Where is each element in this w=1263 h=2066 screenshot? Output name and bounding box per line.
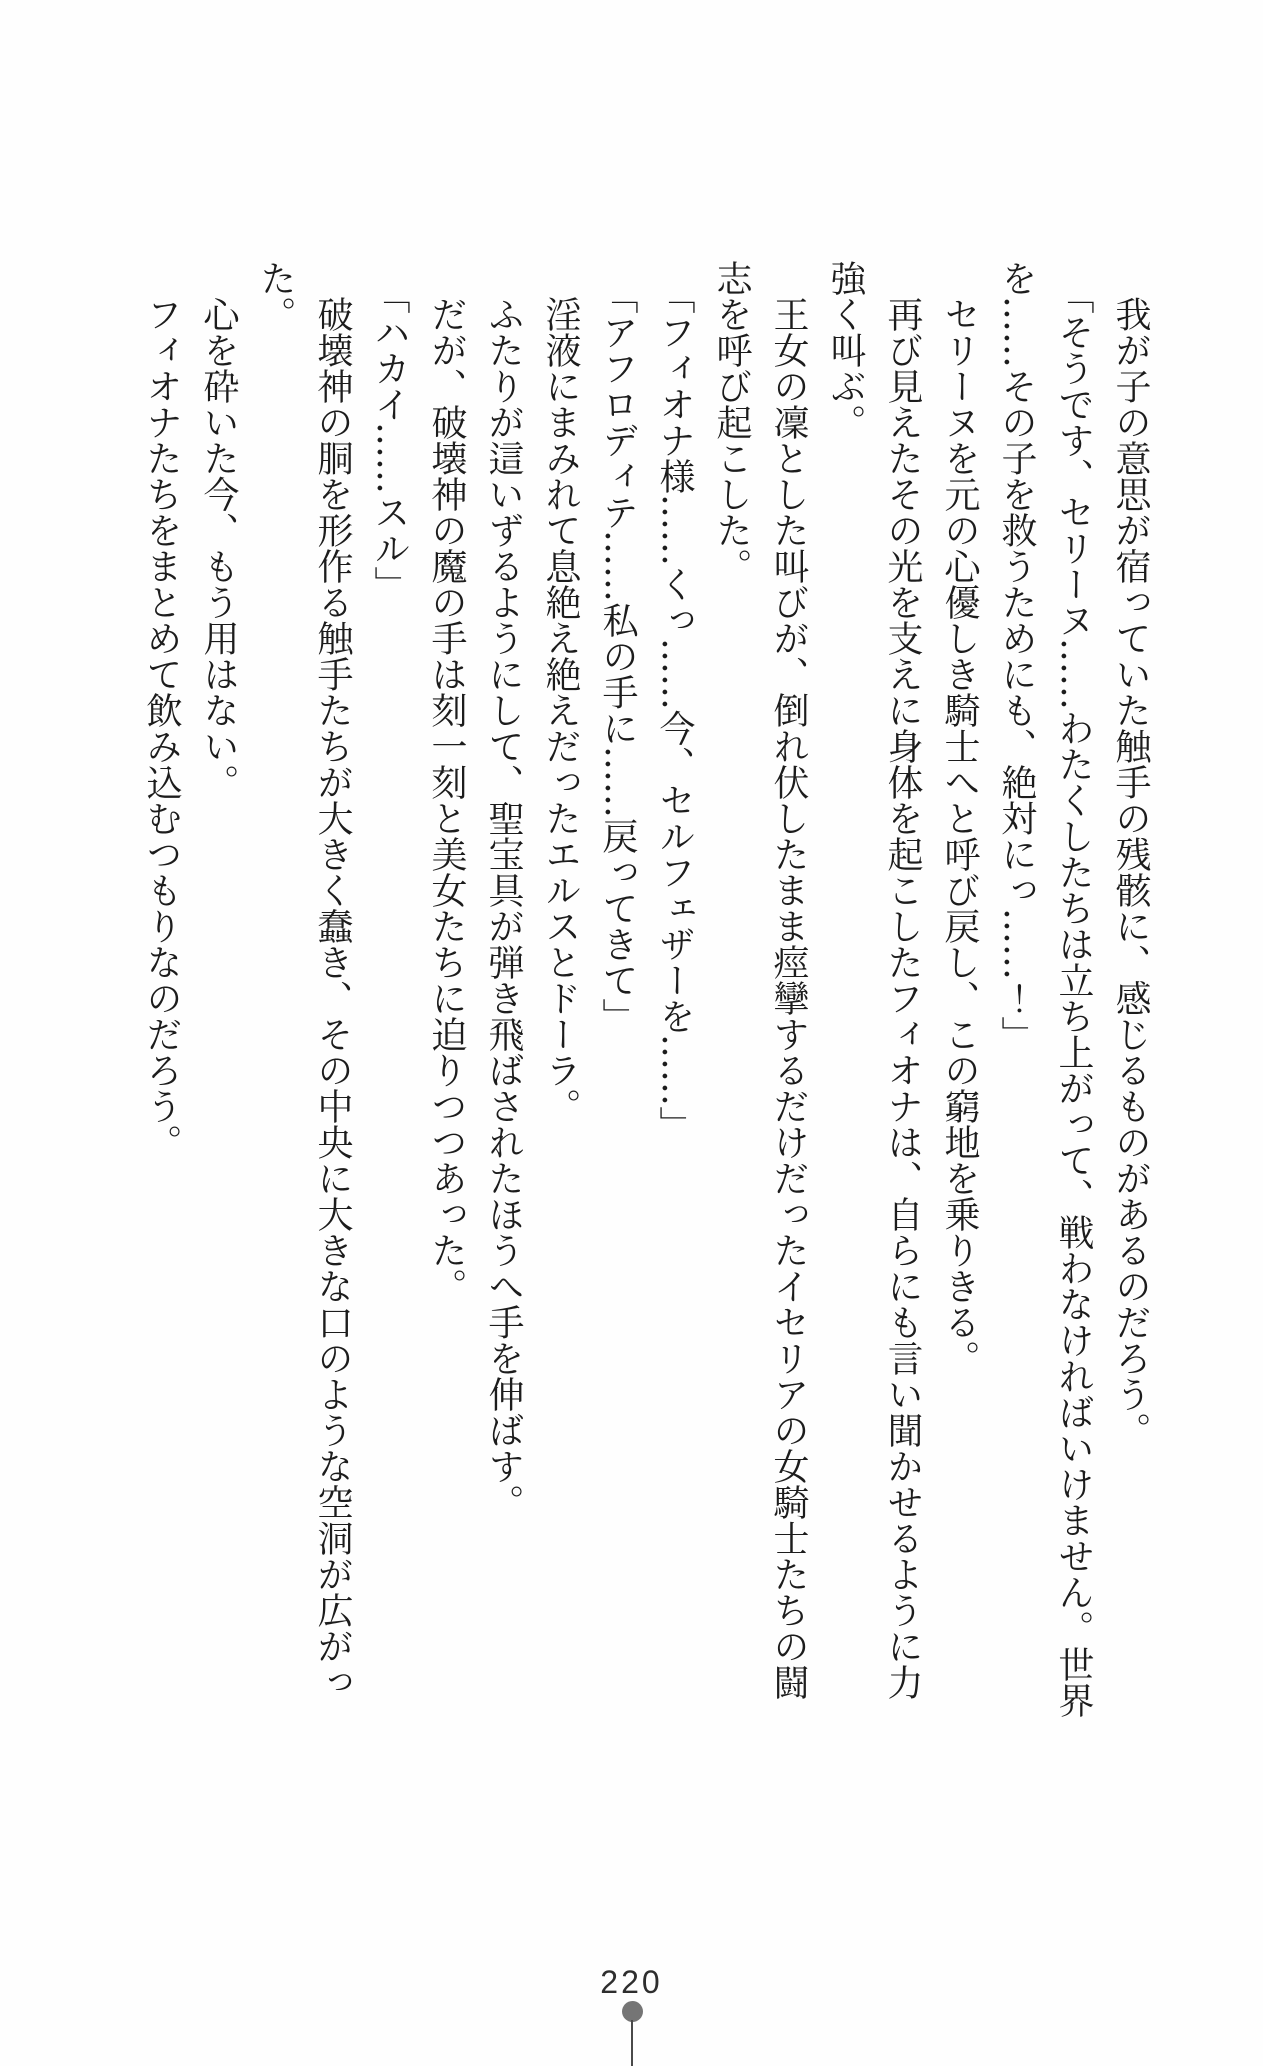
novel-text-block (133, 260, 1159, 1720)
novel-paragraph: 破壊神の胴を形作る触手たちが大きく蠢き、その中央に大きな口のような空洞が広がった。 (255, 260, 353, 1700)
novel-paragraph: だが、破壊神の魔の手は刻一刻と美女たちに迫りつつあった。 (426, 296, 467, 1304)
footer-rule-line (631, 2020, 633, 2066)
novel-paragraph: 王女の凜とした叫びが、倒れ伏したまま痙攣するだけだったイセリアの女騎士たちの闘志を呼び起こした。 (711, 260, 809, 1700)
novel-paragraph: セリーヌを元の心優しき騎士へと呼び戻し、この窮地を乗りきる。 (939, 296, 980, 1376)
novel-paragraph-dialogue: 「フィオナ様……くっ……今、セルフェザーを……」 (654, 278, 695, 1142)
novel-paragraph: 淫液にまみれて息絶え絶えだったエルスとドーラ。 (540, 296, 581, 1124)
novel-paragraph-dialogue: 「ハカイ……スル」 (369, 278, 410, 602)
novel-paragraph: 心を砕いた今、もう用はない。 (198, 296, 239, 800)
novel-paragraph: 再び見えたその光を支えに身体を起こしたフィオナは、自らにも言い聞かせるように力強く叫ぶ。 (825, 260, 923, 1700)
novel-paragraph: フィオナたちをまとめて飲み込むつもりなのだろう。 (141, 296, 182, 1160)
page-number: 220 (600, 1964, 663, 2000)
novel-paragraph: 我が子の意思が宿っていた触手の残骸に、感じるものがあるのだろう。 (1110, 296, 1151, 1448)
footer-dot-ornament (622, 2001, 643, 2022)
novel-paragraph-dialogue: 「そうです、セリーヌ……わたくしたちは立ち上がって、戦わなければいけません。世界を……その子を救うためにも、絶対にっ……！」 (996, 260, 1094, 1718)
novel-paragraph: ふたりが這いずるようにして、聖宝具が弾き飛ばされたほうへ手を伸ばす。 (483, 296, 524, 1520)
novel-paragraph-dialogue: 「アフロディテ……私の手に……戻ってきて」 (597, 278, 638, 1034)
